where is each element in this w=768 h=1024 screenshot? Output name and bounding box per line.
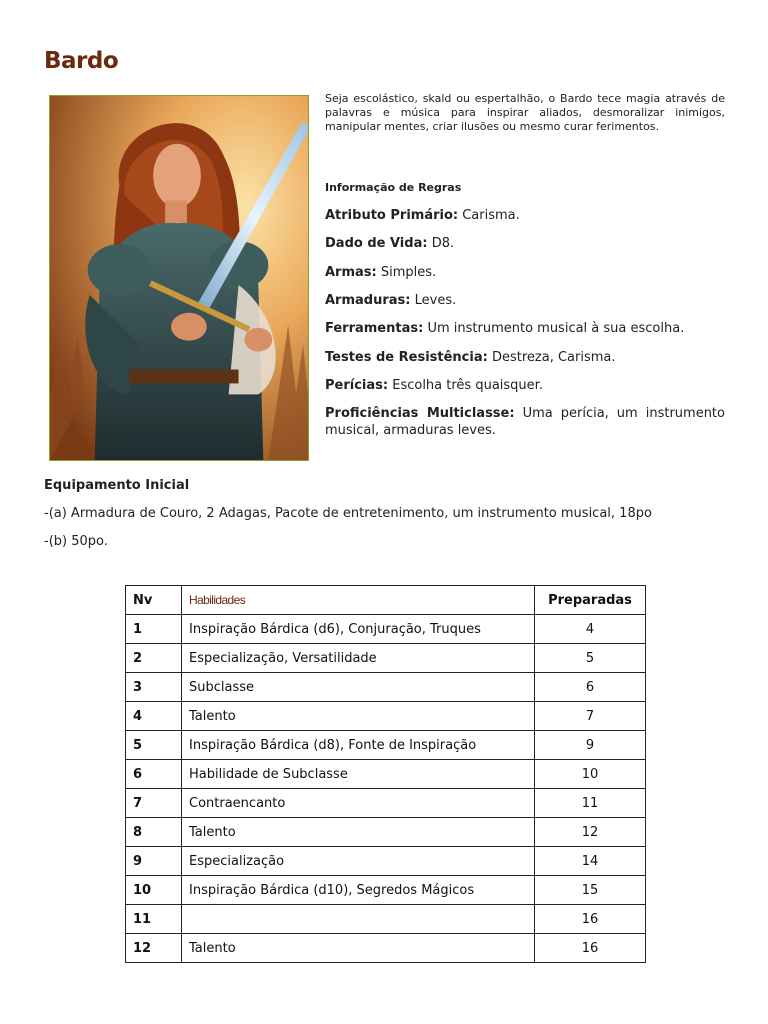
rule-value: D8. bbox=[431, 236, 455, 251]
rule-value: Simples. bbox=[380, 265, 437, 280]
rule-value: Escolha três quaisquer. bbox=[392, 378, 543, 393]
cell-prepared: 11 bbox=[535, 789, 646, 818]
table-row bbox=[126, 876, 646, 905]
table-row bbox=[126, 818, 646, 847]
rule-armor bbox=[325, 292, 725, 309]
cell-abilities: Habilidade de Subclasse bbox=[182, 760, 535, 789]
table-row bbox=[126, 731, 646, 760]
rule-label: Testes de Resistência: bbox=[325, 350, 488, 365]
cell-level: 9 bbox=[126, 847, 182, 876]
rule-label: Armas: bbox=[325, 265, 377, 280]
cell-prepared: 10 bbox=[535, 760, 646, 789]
cell-prepared: 14 bbox=[535, 847, 646, 876]
cell-prepared: 12 bbox=[535, 818, 646, 847]
cell-abilities: Especialização, Versatilidade bbox=[182, 644, 535, 673]
rule-tools bbox=[325, 320, 725, 337]
rule-hit-die bbox=[325, 235, 725, 252]
class-progression-table bbox=[125, 585, 646, 963]
cell-abilities: Contraencanto bbox=[182, 789, 535, 818]
rule-label: Armaduras: bbox=[325, 293, 411, 308]
cell-prepared: 5 bbox=[535, 644, 646, 673]
rule-label: Ferramentas: bbox=[325, 321, 424, 336]
rule-value: Uma perícia, um instrumento musical, armaduras leves. bbox=[325, 406, 725, 438]
table-row bbox=[126, 673, 646, 702]
bard-portrait-image bbox=[49, 95, 309, 461]
header-prepared: Preparadas bbox=[535, 586, 646, 615]
rule-label: Perícias: bbox=[325, 378, 389, 393]
rule-value: Um instrumento musical à sua escolha. bbox=[427, 321, 685, 336]
table-row bbox=[126, 644, 646, 673]
table-header-row bbox=[126, 586, 646, 615]
equipment-heading: Equipamento Inicial bbox=[44, 478, 190, 493]
equipment-option-a: -(a) Armadura de Couro, 2 Adagas, Pacote de entretenimento, um instrumento musical, 18po bbox=[44, 506, 652, 521]
class-intro-text: Seja escolástico, skald ou espertalhão, o Bardo tece magia através de palavras e música para inspirar aliados, desmoralizar inimigos, manipular mentes, criar ilusões ou mesmo curar ferimentos. bbox=[325, 92, 725, 133]
cell-level: 4 bbox=[126, 702, 182, 731]
table-row bbox=[126, 847, 646, 876]
cell-level: 1 bbox=[126, 615, 182, 644]
cell-abilities: Inspiração Bárdica (d10), Segredos Mágicos bbox=[182, 876, 535, 905]
table-row bbox=[126, 702, 646, 731]
cell-abilities: Subclasse bbox=[182, 673, 535, 702]
cell-level: 11 bbox=[126, 905, 182, 934]
rule-primary-attribute bbox=[325, 207, 725, 224]
cell-level: 5 bbox=[126, 731, 182, 760]
cell-prepared: 6 bbox=[535, 673, 646, 702]
cell-abilities: Talento bbox=[182, 818, 535, 847]
cell-level: 2 bbox=[126, 644, 182, 673]
rule-label: Proficiências Multiclasse: bbox=[325, 406, 515, 421]
rule-value: Carisma. bbox=[462, 208, 520, 223]
cell-level: 7 bbox=[126, 789, 182, 818]
cell-prepared: 16 bbox=[535, 905, 646, 934]
cell-level: 12 bbox=[126, 934, 182, 963]
cell-prepared: 9 bbox=[535, 731, 646, 760]
cell-prepared: 15 bbox=[535, 876, 646, 905]
cell-abilities: Talento bbox=[182, 934, 535, 963]
equipment-option-b: -(b) 50po. bbox=[44, 534, 108, 549]
cell-abilities: Especialização bbox=[182, 847, 535, 876]
cell-abilities: Talento bbox=[182, 702, 535, 731]
rule-skills bbox=[325, 377, 725, 394]
cell-prepared: 7 bbox=[535, 702, 646, 731]
rule-label: Dado de Vida: bbox=[325, 236, 428, 251]
table-row bbox=[126, 760, 646, 789]
cell-abilities: Inspiração Bárdica (d6), Conjuração, Truques bbox=[182, 615, 535, 644]
cell-level: 3 bbox=[126, 673, 182, 702]
cell-level: 10 bbox=[126, 876, 182, 905]
header-abilities: Habilidades bbox=[182, 586, 535, 615]
rules-heading: Informação de Regras bbox=[325, 181, 462, 194]
rule-label: Atributo Primário: bbox=[325, 208, 459, 223]
rule-saving-throws bbox=[325, 349, 725, 366]
cell-abilities bbox=[182, 905, 535, 934]
cell-abilities: Inspiração Bárdica (d8), Fonte de Inspiração bbox=[182, 731, 535, 760]
cell-level: 6 bbox=[126, 760, 182, 789]
table-row bbox=[126, 789, 646, 818]
rule-value: Destreza, Carisma. bbox=[491, 350, 616, 365]
rule-multiclass bbox=[325, 405, 725, 439]
table-row bbox=[126, 934, 646, 963]
header-level: Nv bbox=[126, 586, 182, 615]
bard-portrait-illustration-icon bbox=[50, 96, 308, 460]
table-row bbox=[126, 905, 646, 934]
rule-value: Leves. bbox=[414, 293, 457, 308]
table-row bbox=[126, 615, 646, 644]
cell-prepared: 4 bbox=[535, 615, 646, 644]
page-title: Bardo bbox=[44, 48, 119, 74]
cell-level: 8 bbox=[126, 818, 182, 847]
rule-weapons bbox=[325, 264, 725, 281]
cell-prepared: 16 bbox=[535, 934, 646, 963]
